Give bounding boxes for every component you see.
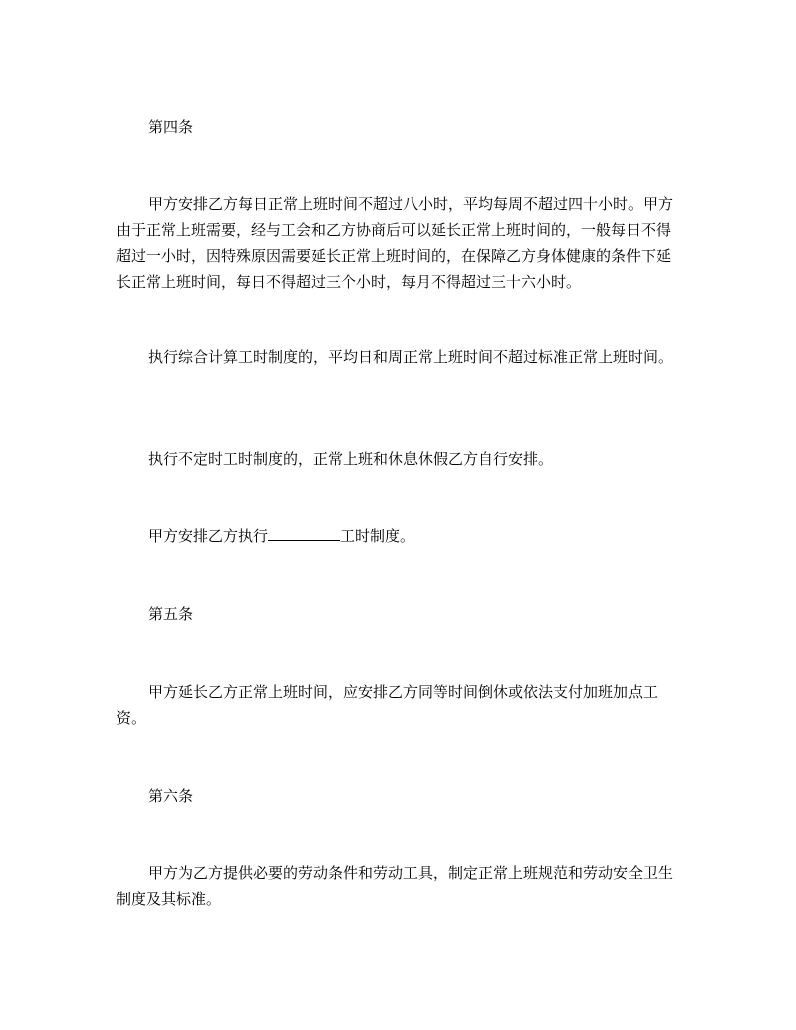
article-5-paragraph-1: 甲方延长乙方正常上班时间，应安排乙方同等时间倒休或依法支付加班加点工资。 [116, 683, 659, 727]
paragraph-4-suffix: 工时制度。 [340, 527, 416, 545]
article-4-paragraph-4 [116, 523, 684, 549]
article-5-title: 第五条 [148, 605, 194, 623]
article-4-paragraph-1: 甲方安排乙方每日正常上班时间不超过八小时，平均每周不超过四十小时。甲方由于正常上班需要，经与工会和乙方协商后可以延长正常上班时间的，一般每日不得超过一小时，因特殊原因需要延长正常上班时间的，在保障乙方身体健康的条件下延长正常上班时间，每日不得超过三个小时，每月不得超过三十六小时。 [116, 195, 674, 291]
article-4-paragraph-3: 执行不定时工时制度的，正常上班和休息休假乙方自行安排。 [148, 450, 554, 468]
article-6-title: 第六条 [148, 787, 194, 805]
article-4-title: 第四条 [148, 118, 194, 136]
article-4-paragraph-2: 执行综合计算工时制度的，平均日和周正常上班时间不超过标准正常上班时间。 [148, 348, 674, 366]
article-6-paragraph-1: 甲方为乙方提供必要的劳动条件和劳动工具，制定正常上班规范和劳动安全卫生制度及其标准。 [116, 864, 674, 908]
paragraph-4-prefix: 甲方安排乙方执行 [148, 527, 269, 545]
fill-in-blank-line [268, 526, 340, 541]
